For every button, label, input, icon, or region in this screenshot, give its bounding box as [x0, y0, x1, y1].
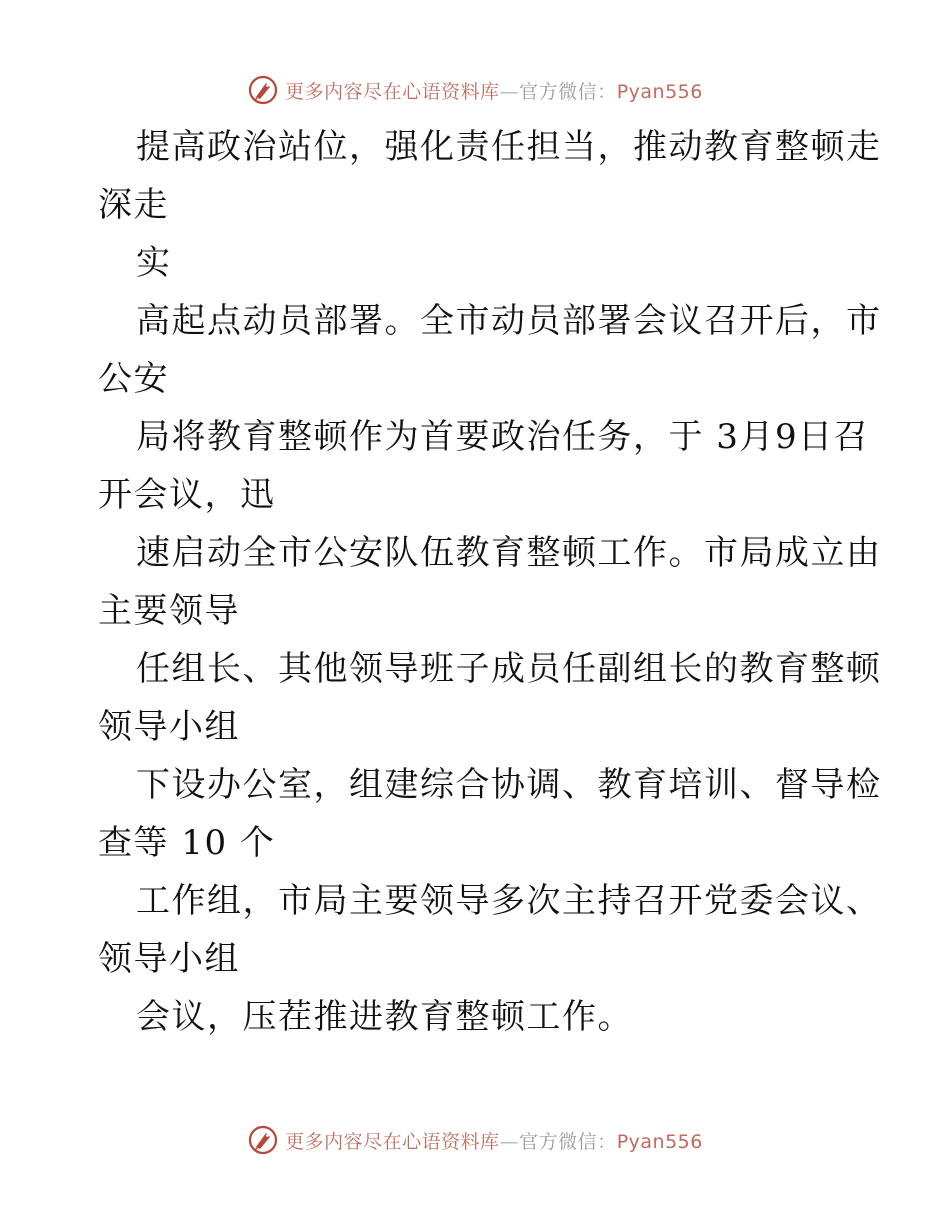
- text-line: 下设办公室，组建综合协调、教育培训、督导检: [136, 765, 882, 805]
- text-line: 主要领导: [98, 591, 240, 631]
- text-line: 会议，压茬推进教育整顿工作。: [136, 997, 633, 1037]
- text-line: 局将教育整顿作为首要政治任务，于 3月9日召: [136, 417, 870, 457]
- watermark-text: [285, 1127, 703, 1154]
- text-line: 工作组，市局主要领导多次主持召开党委会议、: [136, 881, 882, 921]
- watermark-main: 更多内容尽在心语资料库: [285, 1130, 500, 1153]
- pen-logo-icon: [247, 74, 279, 106]
- watermark-text: [285, 77, 703, 104]
- text-line: 深走: [98, 185, 169, 225]
- watermark-separator: —: [499, 80, 520, 103]
- watermark-official: 官方微信：: [519, 1130, 617, 1153]
- text-line: 实: [136, 243, 172, 283]
- text-line: 速启动全市公安队伍教育整顿工作。市局成立由: [136, 533, 882, 573]
- text-line: 高起点动员部署。全市动员部署会议召开后，市: [136, 301, 882, 341]
- text-line: 公安: [98, 359, 169, 399]
- watermark-main: 更多内容尽在心语资料库: [285, 80, 500, 103]
- watermark-official: 官方微信：: [519, 80, 617, 103]
- text-line: 领导小组: [98, 939, 240, 979]
- header-watermark: [0, 70, 950, 110]
- text-line: 提高政治站位，强化责任担当，推动教育整顿走: [136, 127, 882, 167]
- text-line: 领导小组: [98, 707, 240, 747]
- watermark-id: Pyan556: [616, 1130, 703, 1153]
- text-line: 任组长、其他领导班子成员任副组长的教育整顿: [136, 649, 882, 689]
- text-line: 开会议，迅: [98, 475, 276, 515]
- text-line: 查等 10 个: [98, 823, 276, 863]
- footer-watermark: [0, 1120, 950, 1160]
- watermark-separator: —: [499, 1130, 520, 1153]
- watermark-id: Pyan556: [616, 80, 703, 103]
- document-body: [98, 118, 882, 1046]
- pen-logo-icon: [247, 1124, 279, 1156]
